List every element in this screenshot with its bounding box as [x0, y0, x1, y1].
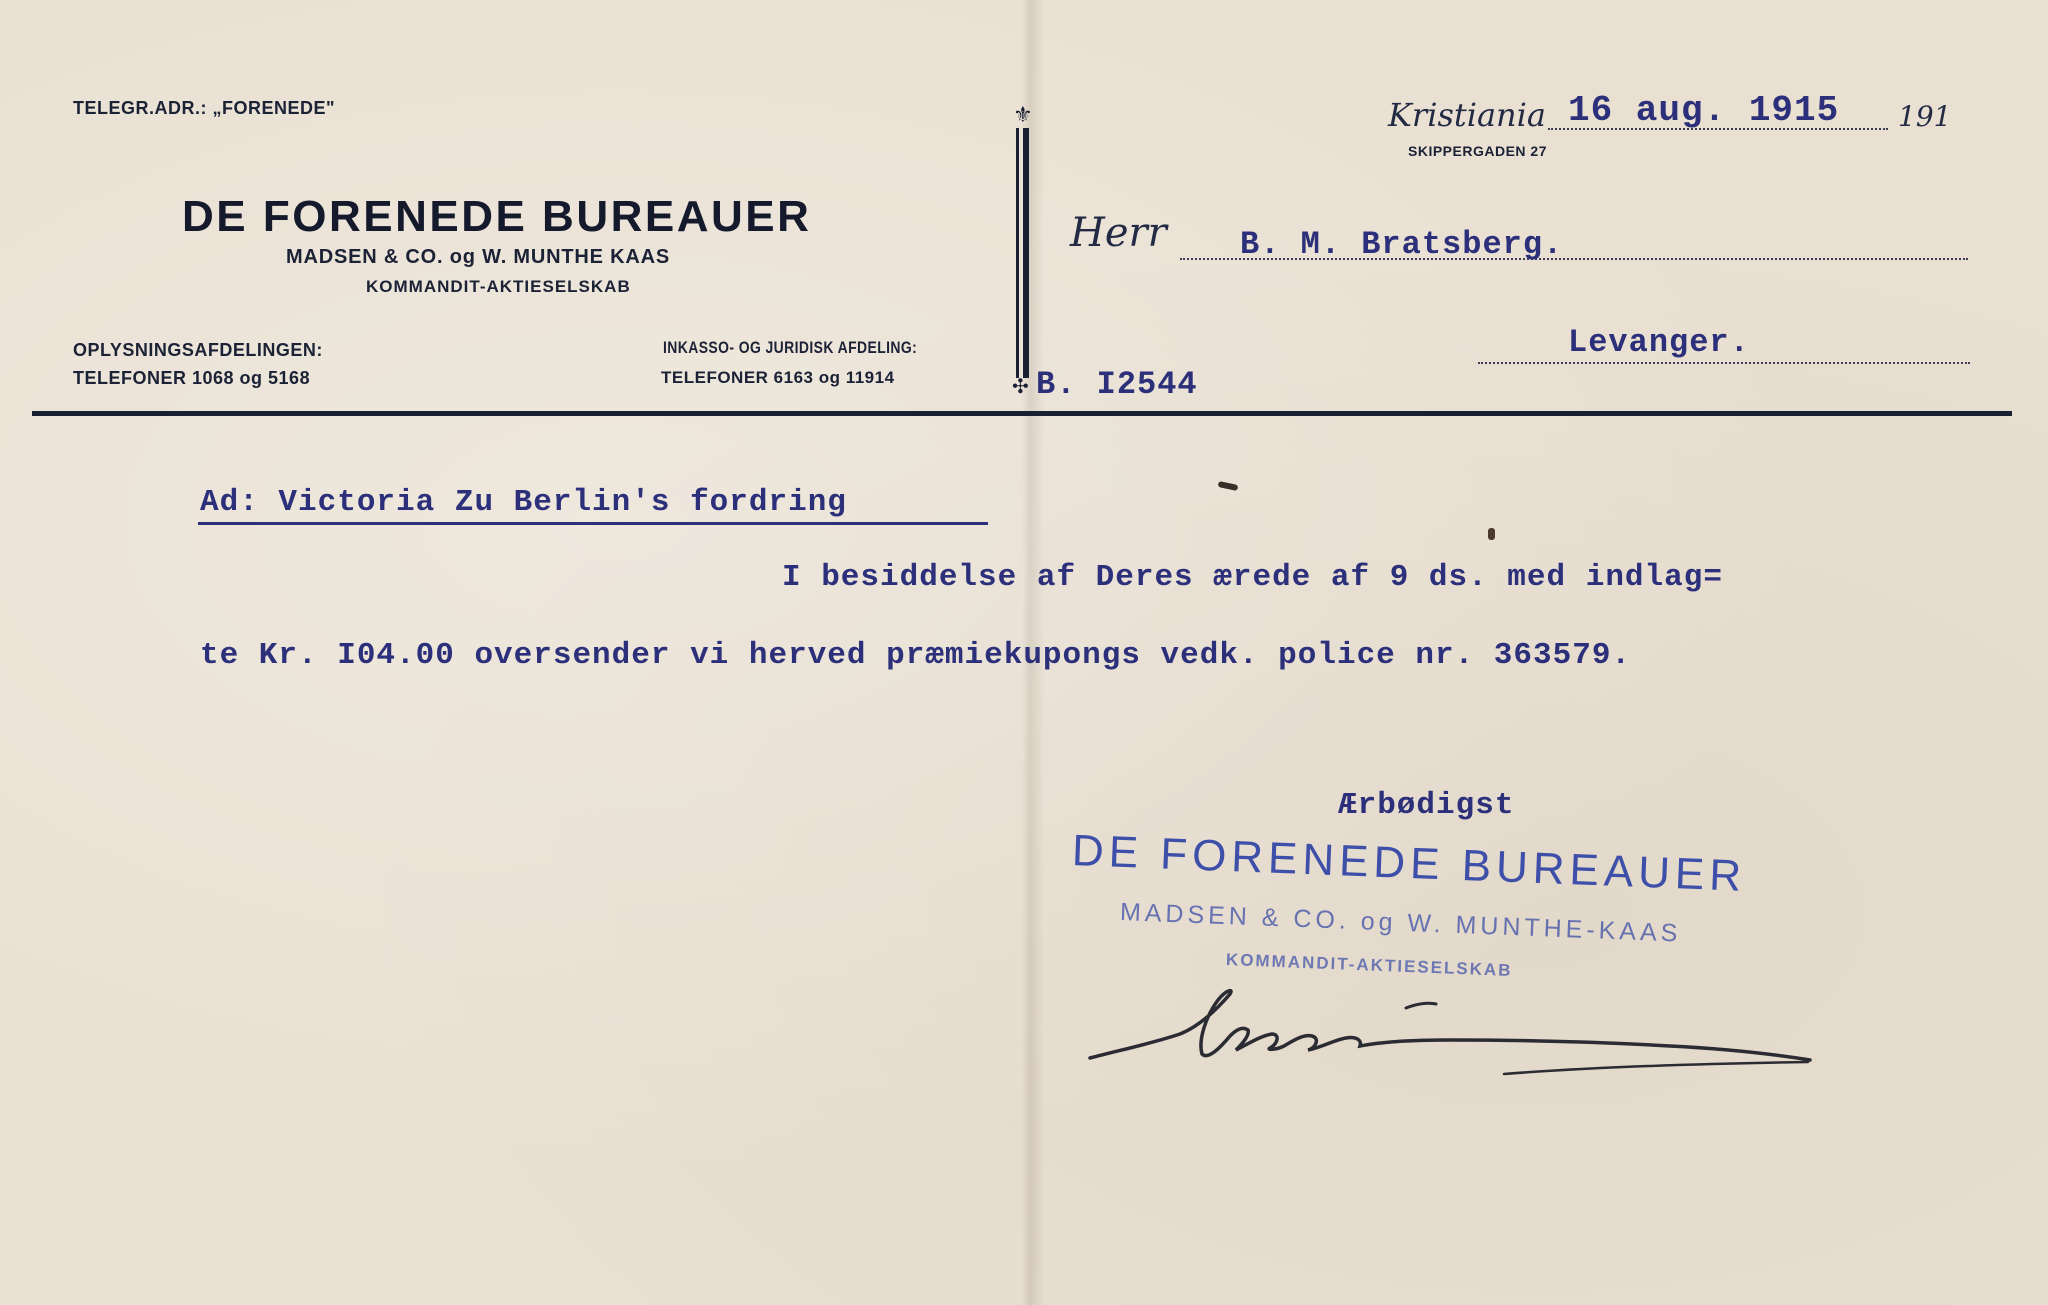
dept-left-phone: TELEFONER 1068 og 5168	[73, 368, 311, 388]
telegram-address: TELEGR.ADR.: „FORENEDE"	[73, 98, 336, 118]
year-prefix: 191	[1898, 100, 1952, 133]
body-line-1: I besiddelse af Deres ærede af 9 ds. med indlag=	[782, 560, 1723, 595]
recipient-town: Levanger.	[1568, 324, 1750, 361]
stamp-company-type: KOMMANDIT-AKTIESELSKAB	[1225, 950, 1513, 980]
header-rule	[32, 411, 2012, 416]
recipient-name: B. M. Bratsberg.	[1240, 226, 1564, 263]
stamp-partners: MADSEN & CO. og W. MUNTHE-KAAS	[1119, 898, 1682, 948]
town-dotted-line	[1478, 362, 1970, 364]
dept-left-title: OPLYSNINGSAFDELINGEN:	[73, 340, 323, 360]
city-name: Kristiania	[1388, 96, 1546, 134]
company-type: KOMMANDIT-AKTIESELSKAB	[366, 277, 631, 296]
dept-right-title: INKASSO- OG JURIDISK AFDELING:	[663, 338, 918, 357]
company-partners: MADSEN & CO. og W. MUNTHE KAAS	[286, 246, 670, 268]
dept-right-phone: TELEFONER 6163 og 11914	[661, 368, 895, 387]
stamp-company-name: DE FORENEDE BUREAUER	[1071, 826, 1748, 901]
ink-speck	[1488, 528, 1495, 540]
reference-number: B. I2544	[1036, 366, 1198, 403]
ink-speck	[1218, 481, 1239, 491]
subject-line: Ad: Victoria Zu Berlin's fordring	[200, 485, 847, 520]
company-name: DE FORENEDE BUREAUER	[182, 192, 812, 241]
subject-underline	[198, 522, 988, 525]
fleuron-top-icon: ⚜	[1013, 102, 1033, 127]
street-address: SKIPPERGADEN 27	[1408, 143, 1547, 159]
divider-line-right	[1023, 128, 1029, 378]
closing: Ærbødigst	[1338, 788, 1515, 823]
body-line-2: te Kr. I04.00 oversender vi herved præmiekupongs vedk. police nr. 363579.	[200, 638, 1632, 673]
divider-line-left	[1016, 128, 1019, 378]
letter-date: 16 aug. 1915	[1568, 90, 1840, 131]
fleuron-bottom-icon: ✣	[1012, 376, 1029, 398]
signature-icon	[1080, 960, 1820, 1090]
salutation: Herr	[1070, 210, 1167, 256]
